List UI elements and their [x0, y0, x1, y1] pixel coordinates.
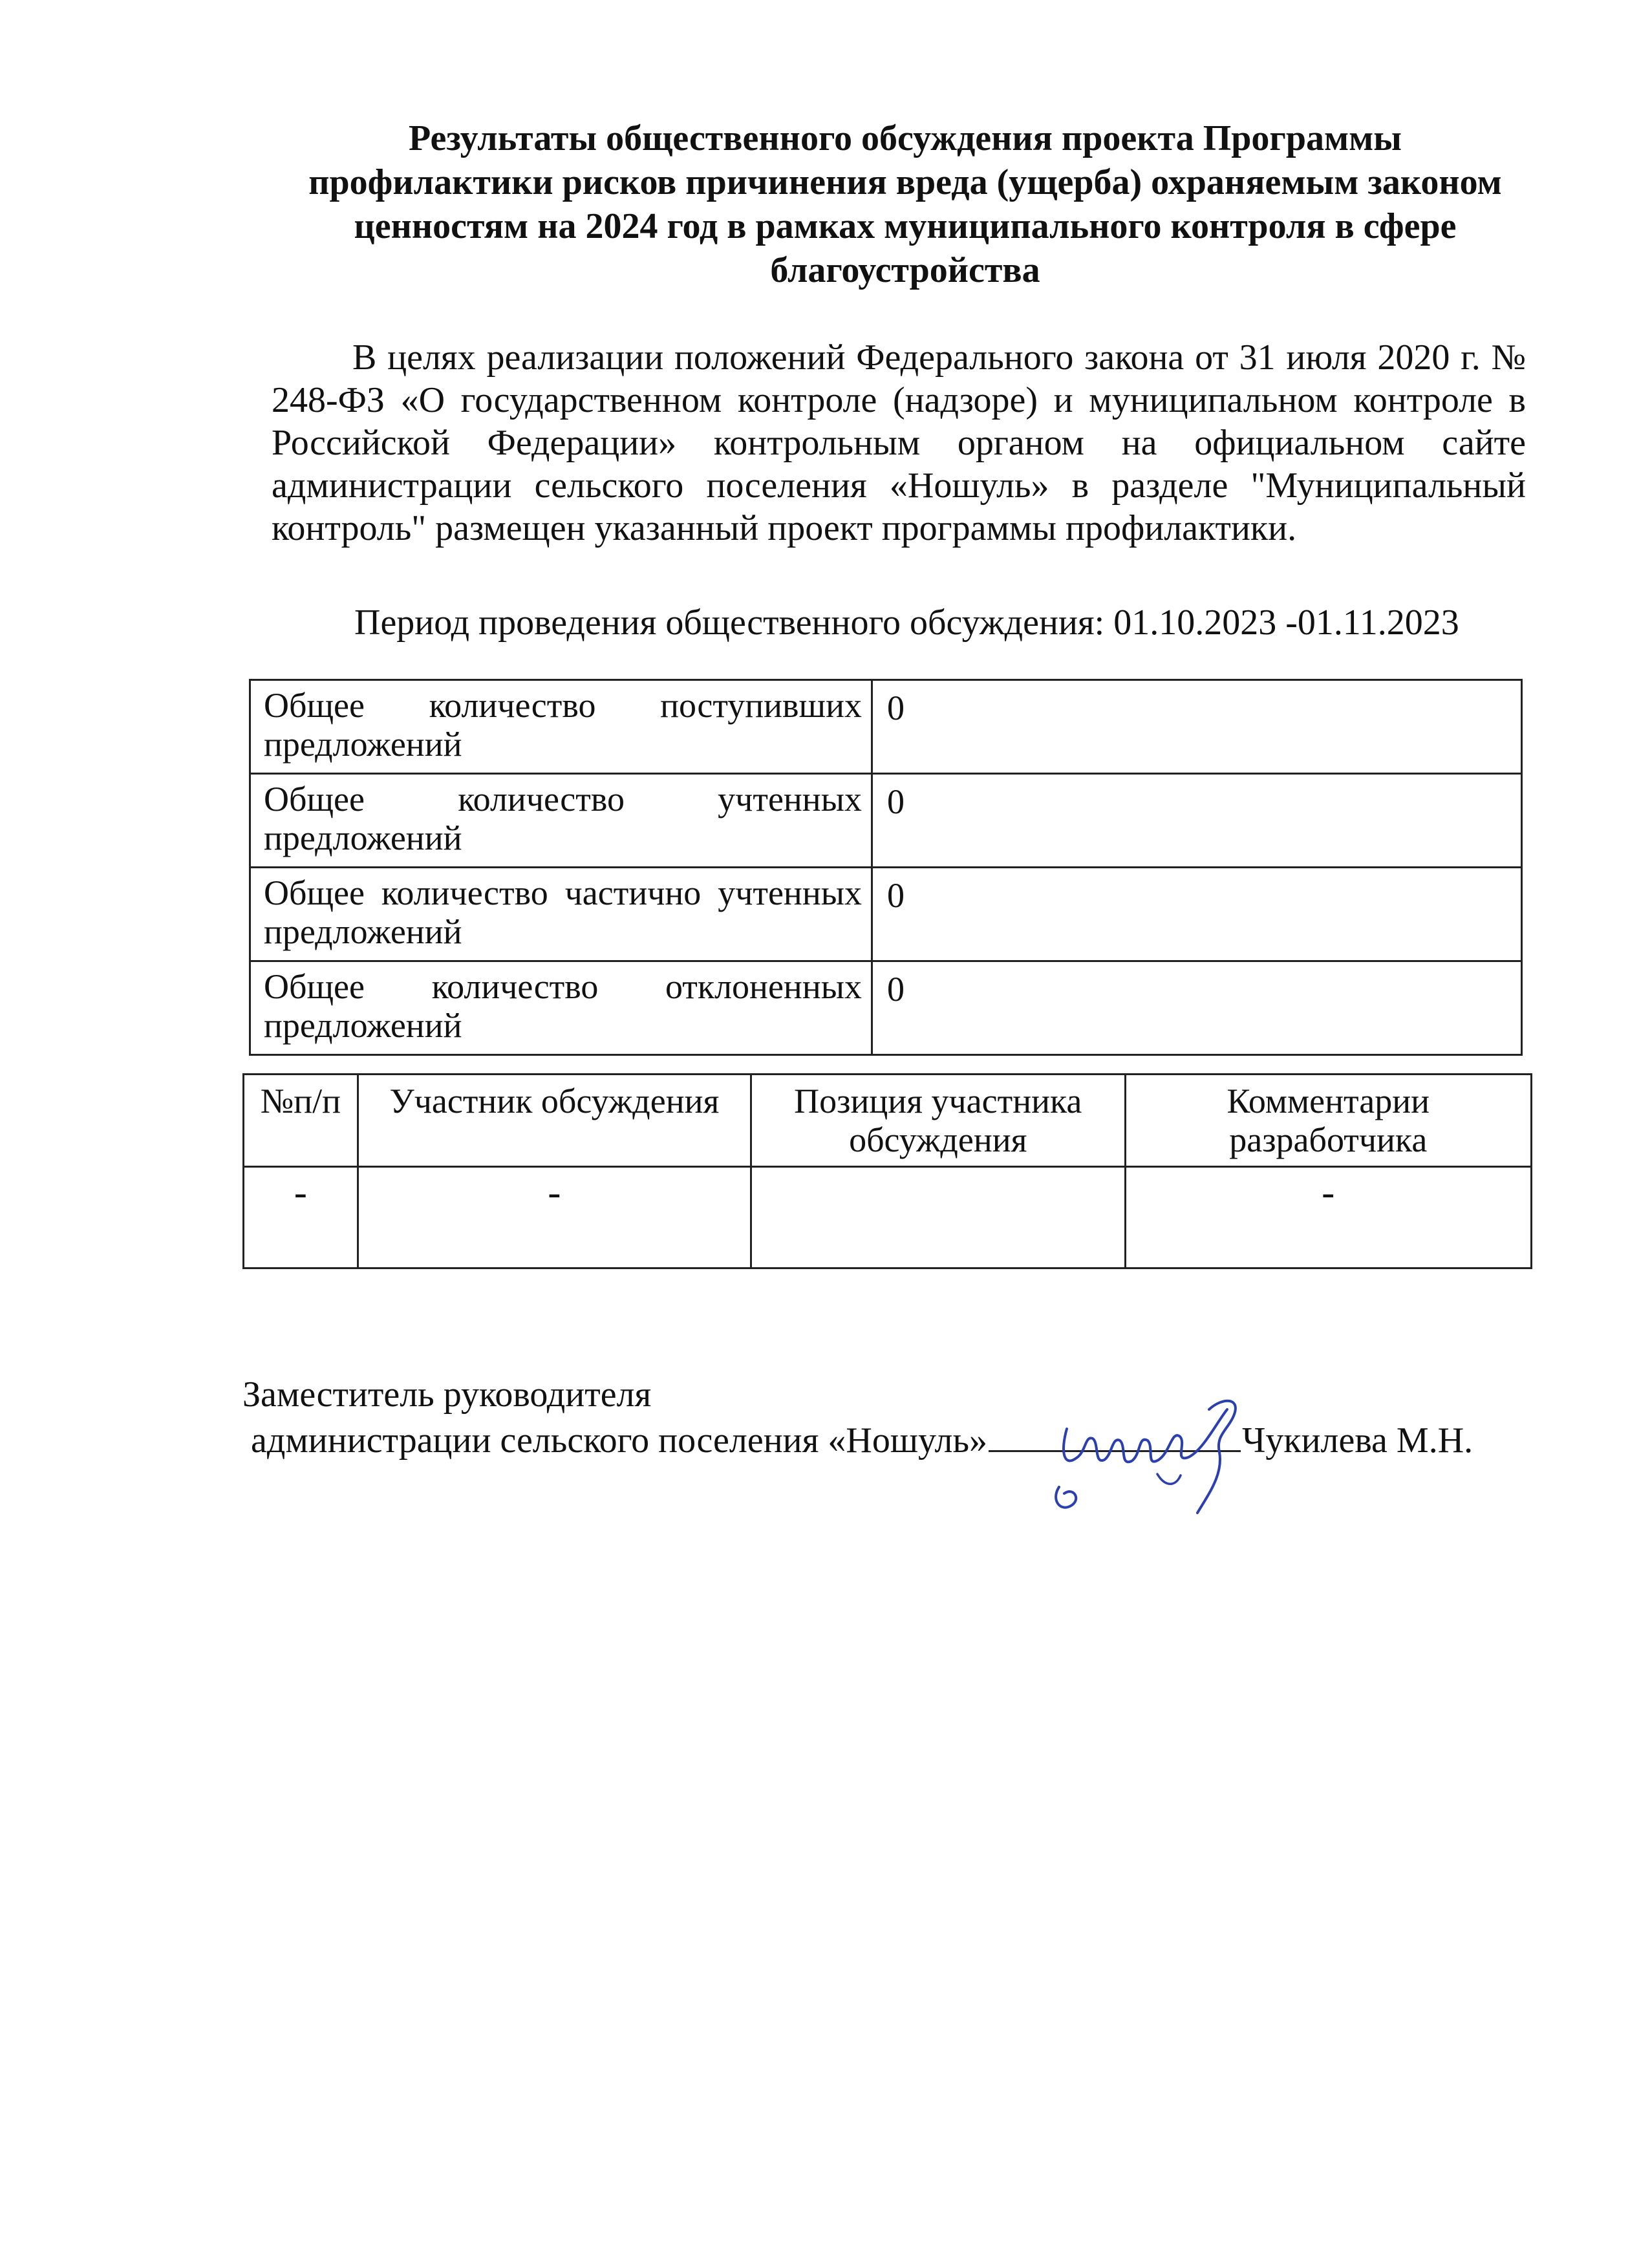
title-line-3: ценностям на 2024 год в рамках муниципального контроля в сфере: [354, 206, 1457, 246]
stat-value: 0: [872, 961, 1522, 1055]
table-cell-comments: -: [1125, 1167, 1531, 1268]
table-row: [250, 961, 1522, 1055]
signer-role: Заместитель руководителя: [242, 1375, 652, 1415]
stat-value: 0: [872, 774, 1522, 868]
table-header-row: [244, 1075, 1532, 1167]
table-cell-position: [751, 1167, 1125, 1268]
column-header-participant: Участник обсуждения: [358, 1075, 751, 1167]
participants-table: [242, 1073, 1532, 1269]
table-row: [244, 1167, 1532, 1268]
table-cell-participant: -: [358, 1167, 751, 1268]
signer-name: Чукилева М.Н.: [1241, 1420, 1473, 1460]
handwritten-signature: [1047, 1390, 1261, 1526]
stat-label: Общее количество частично учтенных предложений: [250, 868, 872, 961]
stat-value: 0: [872, 868, 1522, 961]
proposals-stats-table: [249, 679, 1523, 1056]
column-header-number: №п/п: [244, 1075, 358, 1167]
table-row: [250, 680, 1522, 774]
table-cell-number: -: [244, 1167, 358, 1268]
intro-paragraph: В целях реализации положений Федерального закона от 31 июля 2020 г. № 248-ФЗ «О государственном контроле (надзоре) и муниципальном контроле в Российской Федерации» контрольным органом на официальном сайте администрации сельского поселения «Ношуль» в разделе "Муниципальный контроль" размещен указанный проект программы профилактики.: [272, 337, 1526, 548]
stat-label: Общее количество отклоненных предложений: [250, 961, 872, 1055]
table-row: [250, 868, 1522, 961]
column-header-position: Позиция участника обсуждения: [751, 1075, 1125, 1167]
column-header-comments: Комментарии разработчика: [1125, 1075, 1531, 1167]
signer-organization: администрации сельского поселения «Ношуль»: [251, 1420, 987, 1460]
table-row: [250, 774, 1522, 868]
title-line-2: профилактики рисков причинения вреда (ущерба) охраняемым законом: [308, 162, 1502, 202]
stat-label: Общее количество учтенных предложений: [250, 774, 872, 868]
stat-value: 0: [872, 680, 1522, 774]
signer-line: [251, 1418, 1473, 1461]
document-title: [272, 116, 1539, 292]
stat-label: Общее количество поступивших предложений: [250, 680, 872, 774]
title-line-1: Результаты общественного обсуждения проекта Программы: [409, 118, 1402, 158]
discussion-period: Период проведения общественного обсуждения: 01.10.2023 -01.11.2023: [354, 603, 1459, 643]
title-line-4: благоустройства: [770, 250, 1040, 290]
